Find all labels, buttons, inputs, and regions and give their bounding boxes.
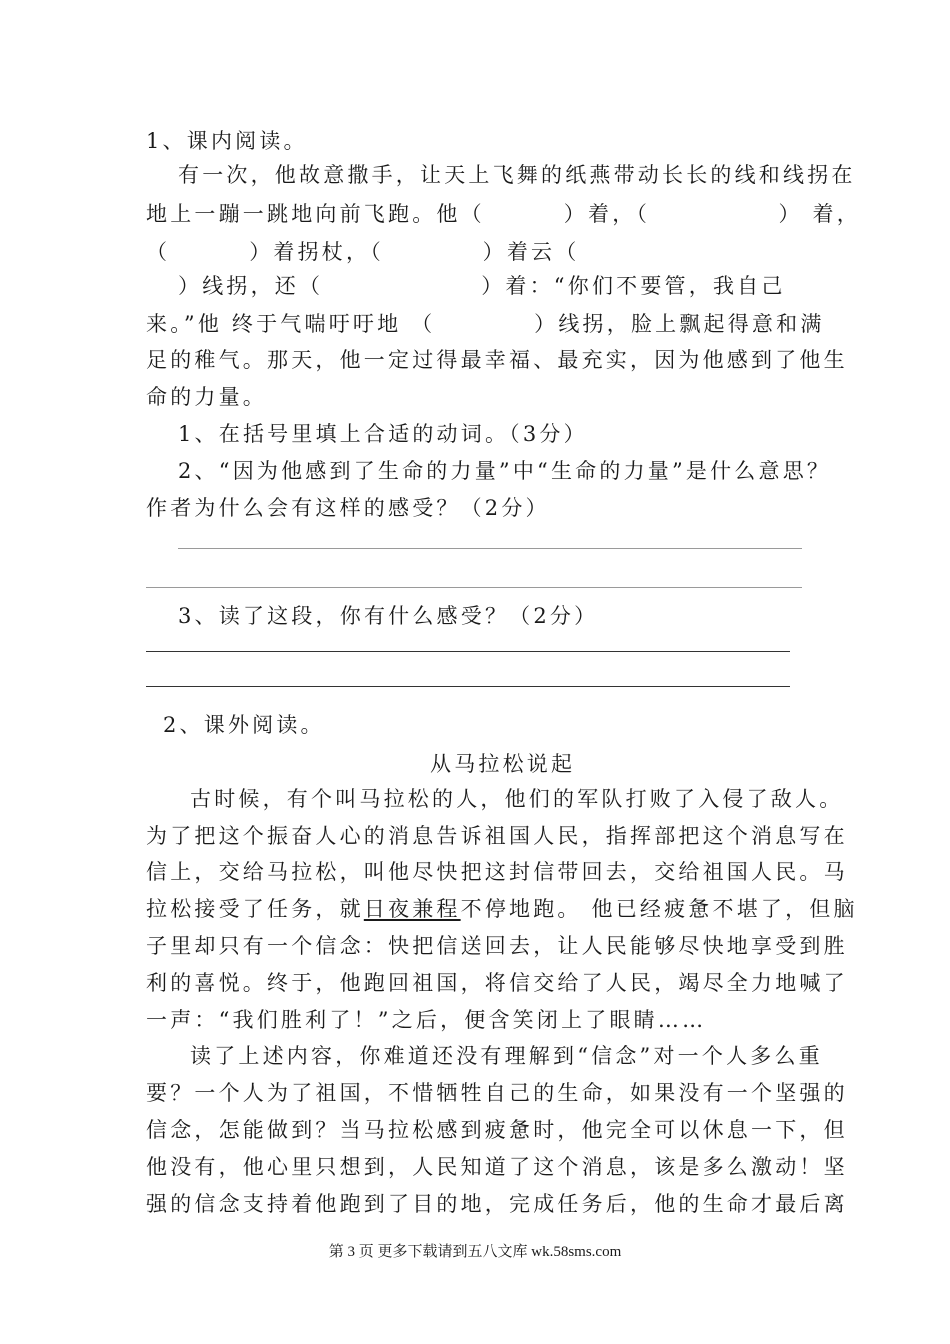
article-p1-line-6: 利的喜悦。终于，他跑回祖国，将信交给了人民，竭尽全力地喊了 xyxy=(146,971,848,995)
answer-line-q2-1[interactable] xyxy=(178,548,802,549)
article-title: 从马拉松说起 xyxy=(430,752,576,776)
p1-line4-text-b: 不停地跑。 他已经疲惫不堪了，但脑 xyxy=(460,897,858,921)
article-p2-line-3: 信念，怎能做到？当马拉松感到疲惫时，他完全可以休息一下，但 xyxy=(146,1118,848,1142)
passage-line-4: ）线拐，还（ ）着：“你们不要管，我自己 xyxy=(178,274,786,298)
article-p1-line-4 xyxy=(146,896,858,922)
passage-line-6: 足的稚气。那天，他一定过得最幸福、最充实，因为他感到了他生 xyxy=(146,348,848,372)
question-3: 3、读了这段，你有什么感受？（2分） xyxy=(178,604,599,628)
answer-line-q3-2[interactable] xyxy=(146,686,790,687)
article-p1-line-2: 为了把这个振奋人心的消息告诉祖国人民，指挥部把这个消息写在 xyxy=(146,824,848,848)
article-p1-line-7: 一声：“我们胜利了！”之后，便含笑闭上了眼睛…… xyxy=(146,1008,707,1032)
article-p2-line-1: 读了上述内容，你难道还没有理解到“信念”对一个人多么重 xyxy=(190,1044,823,1068)
section1-heading: 1、课内阅读。 xyxy=(146,129,308,153)
p1-line4-text-a: 拉松接受了任务，就 xyxy=(146,897,364,921)
passage-line-2: 地上一蹦一跳地向前飞跑。他（ ）着，（ ） 着， xyxy=(146,202,861,226)
passage-line-5: 来。”他 终于气喘吁吁地 （ ）线拐，脸上飘起得意和满 xyxy=(146,312,825,336)
question-1: 1、在括号里填上合适的动词。（3分） xyxy=(178,422,588,446)
article-p2-line-5: 强的信念支持着他跑到了目的地，完成任务后，他的生命才最后离 xyxy=(146,1192,848,1216)
passage-line-1: 有一次，他故意撒手，让天上飞舞的纸燕带动长长的线和线拐在 xyxy=(178,163,856,187)
passage-line-7: 命的力量。 xyxy=(146,385,267,409)
article-p1-line-5: 子里却只有一个信念：快把信送回去，让人民能够尽快地享受到胜 xyxy=(146,934,848,958)
article-p2-line-4: 他没有，他心里只想到，人民知道了这个消息，该是多么激动！坚 xyxy=(146,1155,848,1179)
article-p1-line-3: 信上，交给马拉松，叫他尽快把这封信带回去，交给祖国人民。马 xyxy=(146,860,848,884)
article-p2-line-2: 要？一个人为了祖国，不惜牺牲自己的生命，如果没有一个坚强的 xyxy=(146,1081,848,1105)
passage-line-3: （ ）着拐杖，（ ）着云（ xyxy=(146,240,580,264)
article-p1-line-1: 古时候，有个叫马拉松的人，他们的军队打败了入侵了敌人。 xyxy=(190,787,844,811)
underlined-phrase: 日夜兼程 xyxy=(363,897,461,921)
question-2-line-2: 作者为什么会有这样的感受？（2分） xyxy=(146,496,550,520)
question-2-line-1: 2、“因为他感到了生命的力量”中“生命的力量”是什么意思？ xyxy=(178,459,832,483)
answer-line-q3-1[interactable] xyxy=(146,651,790,652)
section2-heading: 2、课外阅读。 xyxy=(163,713,325,737)
answer-line-q2-2[interactable] xyxy=(146,587,802,588)
page-footer: 第 3 页 更多下载请到五八文库 wk.58sms.com xyxy=(328,1244,622,1260)
